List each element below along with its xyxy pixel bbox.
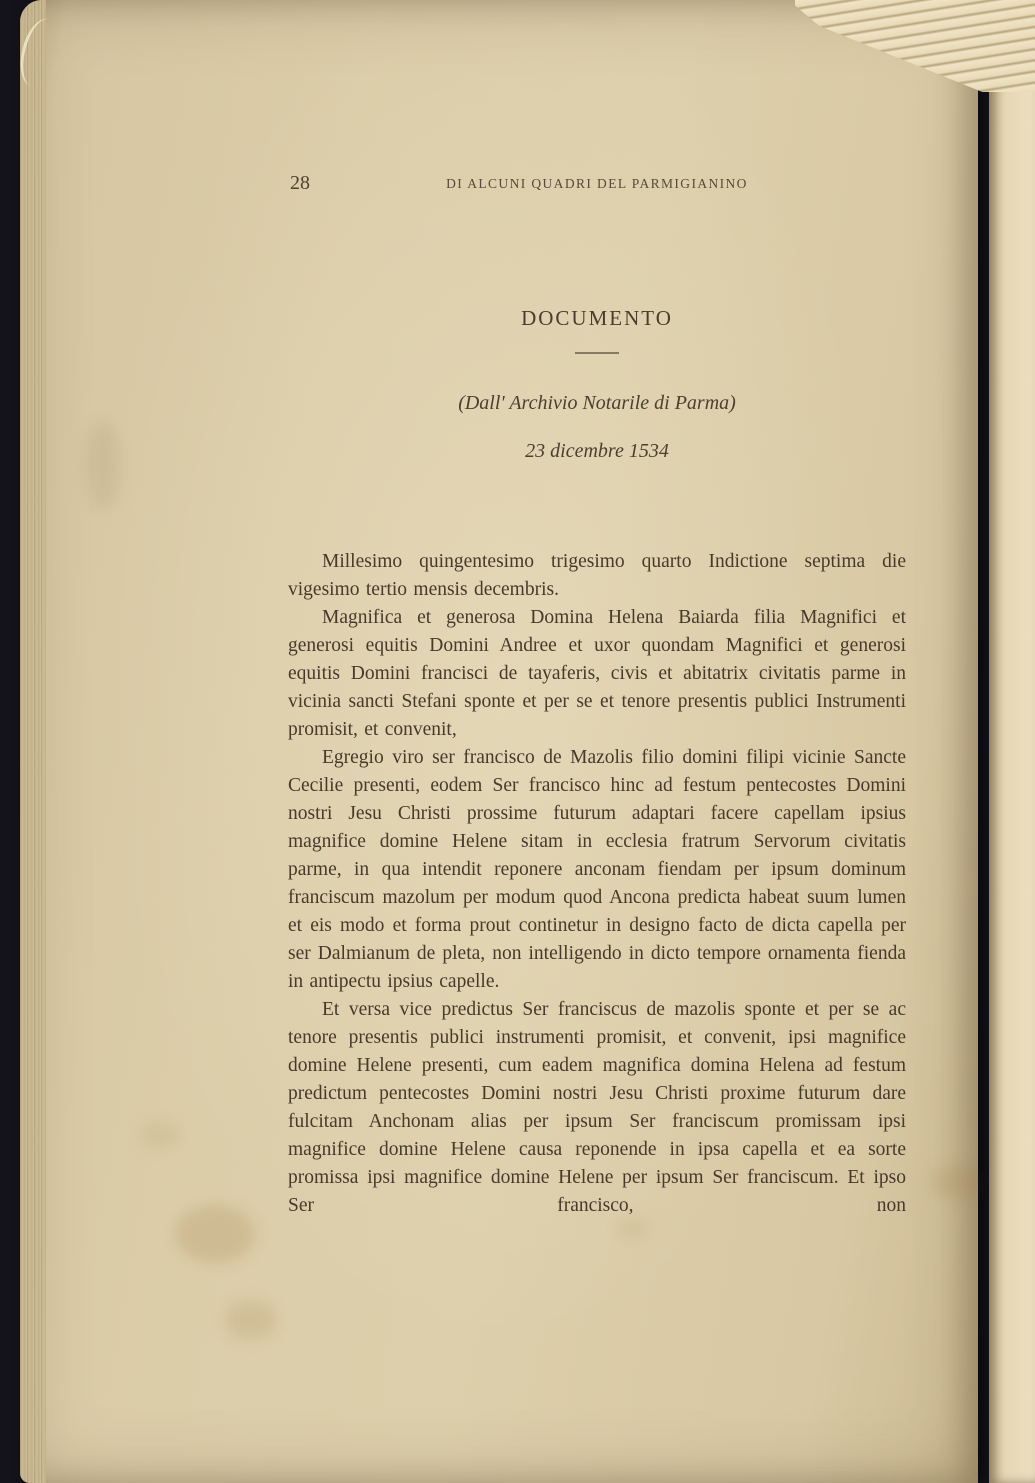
scanned-book-page <box>20 0 978 1483</box>
body-paragraph: Millesimo quingentesimo trigesimo quarto Indictione septima die vigesimo tertio mensis decembris. <box>288 551 906 600</box>
body-paragraph: Et versa vice predictus Ser franciscus de mazolis sponte et per se ac tenore presentis publici instrumenti promisit, et convenit, ipsi magnifice domine Helene presenti, cum eadem magnifica domina Helena ad festum predictum pentecostes Domini nostri Jesu Christi proxime futurum dare fulcitam Anchonam alias per ipsum Ser franciscum promissam ipsi magnifice domine Helene causa reponende in ipsa capella et ea sorte promissa ipsi magnifice domine Helene per ipsum Ser franciscum. Et ipso Ser francisco, non <box>288 999 906 1216</box>
archive-source-line: (Dall' Archivio Notarile di Parma) <box>458 392 736 414</box>
body-paragraph: Egregio viro ser francisco de Mazolis filio domini filipi vicinie Sancte Cecilie presenti, eodem Ser francisco hinc ad festum pentecostes Domini nostri Jesu Christi prossime futurum adaptari facere capellam ipsius magnifice domine Helene sitam in ecclesia fratrum Servorum civitatis parme, in qua intendit reponere anconam fiendam per ipsum dominum franciscum mazolum per modum quod Ancona predicta habeat suum lumen et eis modo et forma prout continetur in designo facto de dicta capella per ser Dalmianum de pleta, non intelligendo in dicto tempore ornamenta fienda in antipectu ipsius capelle. <box>288 747 906 992</box>
document-date-line: 23 dicembre 1534 <box>525 440 669 462</box>
document-title: DOCUMENTO <box>521 306 673 330</box>
paper-stain <box>932 1165 978 1199</box>
paper-stain <box>86 420 120 510</box>
left-page-edges <box>20 0 46 1483</box>
paper-stain <box>225 1300 277 1340</box>
paper-stain <box>618 1218 648 1240</box>
document-body <box>288 548 906 1220</box>
body-paragraph: Magnifica et generosa Domina Helena Baiarda filia Magnifici et generosi equitis Domini Andree et uxor quondam Magnifici et generosi equitis Domini francisci de tayaferis, civis et abitatrix civitatis parme in vicinia sancti Stefani sponte et per se et tenore presentis publici Instrumenti promisit, et convenit, <box>288 607 906 740</box>
title-divider-rule <box>575 352 619 354</box>
paper-stain <box>175 1205 255 1263</box>
adjacent-page-edge <box>989 0 1035 1483</box>
paper-stain <box>140 1120 180 1150</box>
page-number: 28 <box>290 172 310 194</box>
running-header <box>288 172 906 196</box>
running-head-title: DI ALCUNI QUADRI DEL PARMIGIANINO <box>446 176 748 191</box>
